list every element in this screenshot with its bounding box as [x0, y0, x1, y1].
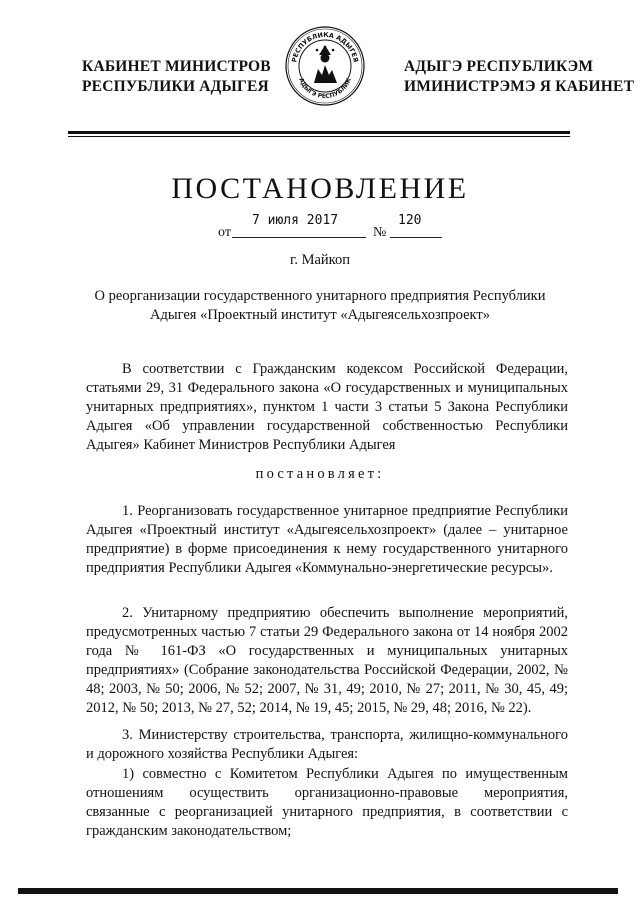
city-name: г. Майкоп	[290, 252, 350, 268]
date-prefix: от	[218, 225, 231, 240]
item-3-paragraph: 3. Министерству строительства, транспорта, жилищно-коммунального и дорожного хозяйства Республики Адыгея:	[86, 727, 568, 762]
date-number-row	[0, 213, 640, 243]
issuer-name-russian	[82, 57, 271, 97]
scan-bottom-edge	[18, 888, 618, 894]
header-divider-thick	[68, 131, 570, 134]
issuer-line-1: КАБИНЕТ МИНИСТРОВ	[82, 58, 271, 75]
issuer-name-adyghe	[404, 57, 634, 97]
preamble-paragraph: В соответствии с Гражданским кодексом Российской Федерации, статьями 29, 31 Федерального закона «О государственных и муниципальных унитарных предприятиях», пунктом 1 части 3 статьи 5 Закона Республики Адыгея «Об управлении государственной собственностью Республики Адыгея» Кабинет Министров Республики Адыгея	[86, 361, 568, 453]
emblem-bottom-lettering: АДЫГЭ РЕСПУБЛИК	[297, 77, 353, 101]
document-title: ПОСТАНОВЛЕНИЕ	[171, 172, 469, 205]
number-underline	[390, 237, 442, 238]
item-1-paragraph: 1. Реорганизовать государственное унитарное предприятие Республики Адыгея «Проектный институт «Адыгеясельхозпроект» (далее – унитарное предприятие) в форме присоединения к нему государственного унитарного предприятия Республики Адыгея «Коммунально-энергетические ресурсы».	[86, 503, 568, 576]
emblem-top-lettering: РЕСПУБЛИКА АДЫГЕЯ	[290, 30, 360, 63]
document-date: 7 июля 2017	[252, 213, 339, 228]
coat-of-arms-emblem	[284, 25, 366, 107]
issuer-line-2: РЕСПУБЛИКИ АДЫГЕЯ	[82, 78, 269, 95]
header-divider-thin	[68, 136, 570, 137]
document-subject: О реорганизации государственного унитарного предприятия Республики Адыгея «Проектный институт «Адыгеясельхозпроект»	[94, 288, 546, 323]
issuer-line-1-adyghe: АДЫГЭ РЕСПУБЛИКЭМ	[404, 58, 594, 75]
date-underline	[232, 237, 366, 238]
item-3-1-paragraph: 1) совместно с Комитетом Республики Адыгея по имущественным отношениям осуществить организационно-правовые мероприятия, связанные с реорганизацией унитарного предприятия, в соответствии с гражданским законодательством;	[86, 766, 568, 839]
item-2-paragraph: 2. Унитарному предприятию обеспечить выполнение мероприятий, предусмотренных частью 7 статьи 29 Федерального закона от 14 ноября 2002 года № 161-ФЗ «О государственных и муниципальных унитарных предприятиях» (Собрание законодательства Российской Федерации, 2002, № 48; 2003, № 50; 2006, № 52; 2007, № 31, 49; 2010, № 27; 2011, № 30, 45, 49; 2012, № 50; 2013, № 27, 52; 2014, № 19, 45; 2015, № 29, 48; 2016, № 22).	[86, 605, 568, 716]
issuer-line-2-adyghe: ИМИНИСТРЭМЭ Я КАБИНЕТ	[404, 78, 635, 95]
decree-word: постановляет:	[255, 466, 385, 482]
document-number: 120	[398, 213, 422, 228]
number-prefix: №	[373, 225, 387, 240]
